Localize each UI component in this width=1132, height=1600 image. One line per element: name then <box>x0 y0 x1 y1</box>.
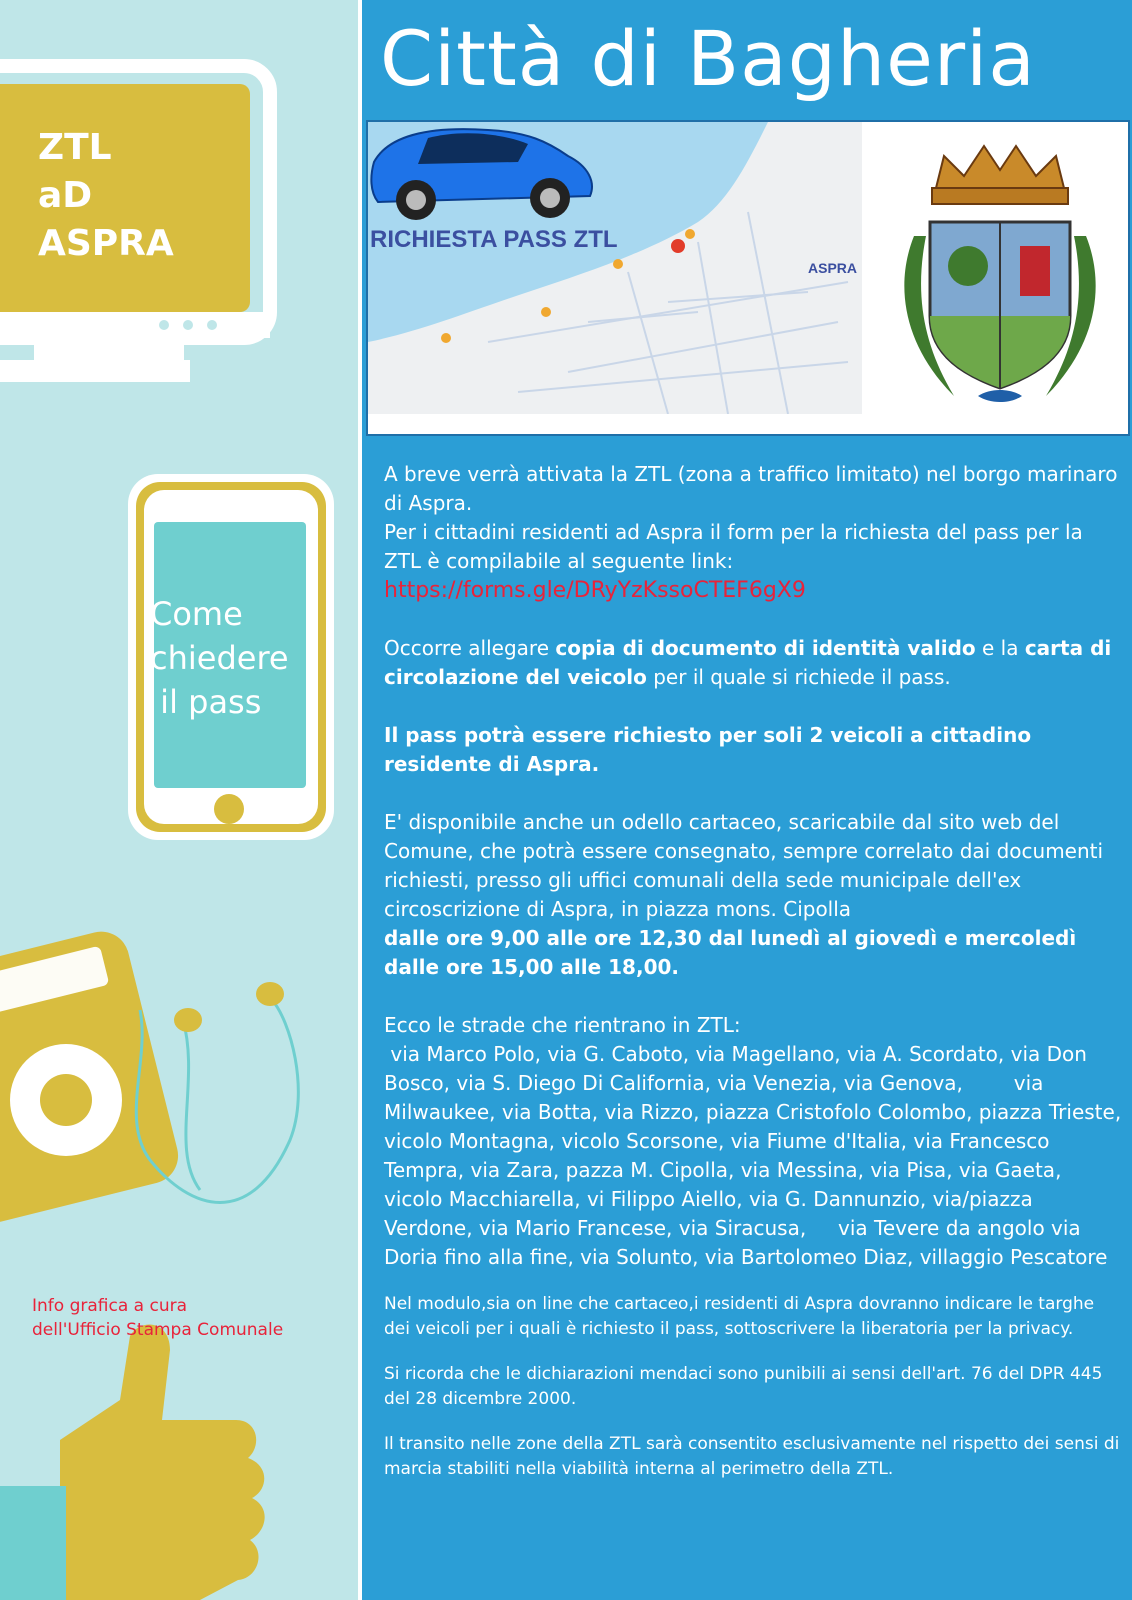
page-title: Città di Bagheria <box>380 14 1036 103</box>
documents-highlight: carta di circolazione del veicolo <box>384 636 1112 689</box>
thumbs-up-icon <box>0 1324 265 1600</box>
intro-text: A breve verrà attivata la ZTL (zona a traffico limitato) nel borgo marinaro di Aspra. <box>384 462 1118 515</box>
banner-heading: RICHIESTA PASS ZTL <box>370 226 618 253</box>
credit-line: dell'Ufficio Stampa Comunale <box>32 1320 284 1340</box>
paper-form-text: E' disponibile anche un odello cartaceo, scaricabile dal sito web del Comune, che potrà essere consegnato, sempre correlato dai documenti richiesti, presso gli uffici comunali della sede municipale dell'ex circoscrizione di Aspra, in piazza mons. Cipolla <box>384 810 1104 921</box>
monitor-title-line: aD <box>38 175 93 216</box>
credit-note <box>32 1294 283 1342</box>
form-link[interactable]: https://forms.gle/DRyYzKssoCTEF6gX9 <box>384 578 806 603</box>
streets-heading: Ecco le strade che rientrano in ZTL: <box>384 1013 741 1037</box>
music-player-icon <box>0 926 298 1229</box>
credit-line: Info grafica a cura <box>32 1296 188 1316</box>
monitor-title <box>38 124 174 268</box>
left-panel <box>0 0 360 1600</box>
legal-text: Si ricorda che le dichiarazioni mendaci sono punibili ai sensi dell'art. 76 del DPR 445 del 28 dicembre 2000. <box>384 1364 1103 1409</box>
banner <box>366 120 1130 436</box>
documents-text: per il quale si richiede il pass. <box>646 665 951 689</box>
monitor-title-line: ZTL <box>38 127 112 168</box>
documents-highlight: copia di documento di identità valido <box>555 636 976 660</box>
transit-text: Il transito nelle zone della ZTL sarà consentito esclusivamente nel rispetto dei sensi di marcia stabiliti nella viabilità interna al perimetro della ZTL. <box>384 1434 1120 1479</box>
map-label: ASPRA <box>808 260 858 276</box>
module-text: Nel modulo,sia on line che cartaceo,i residenti di Aspra dovranno indicare le targhe dei veicoli per i quali è richiesto il pass, sottoscrivere la liberatoria per la privacy. <box>384 1294 1095 1339</box>
office-hours: dalle ore 9,00 alle ore 12,30 dal lunedì al giovedì e mercoledì dalle ore 15,00 alle 18,00. <box>384 926 1077 979</box>
crown-icon <box>932 146 1068 204</box>
content-body <box>384 460 1128 1482</box>
documents-text: Occorre allegare <box>384 636 556 660</box>
documents-text: e la <box>975 636 1025 660</box>
monitor-title-line: ASPRA <box>38 223 174 264</box>
map-image <box>368 122 862 414</box>
phone-title: Come chiedere il pass <box>150 595 289 721</box>
intro-text: Per i cittadini residenti ad Aspra il form per la richiesta del pass per la ZTL è compilabile al seguente link: <box>384 520 1083 573</box>
vehicle-limit: Il pass potrà essere richiesto per soli 2 veicoli a cittadino residente di Aspra. <box>384 723 1032 776</box>
streets-list: via Marco Polo, via G. Caboto, via Magellano, via A. Scordato, via Don Bosco, via S. Diego Di California, via Venezia, via Genova, via Milwaukee, via Botta, via Rizzo, piazza Cristofolo Colombo, piazza Trieste, vicolo Montagna, vicolo Scorsone, via Fiume d'Italia, via Francesco Tempra, via Zara, pazza M. Cipolla, via Messina, via Pisa, via Gaeta, vicolo Macchiarella, vi Filippo Aiello, via G. Dannunzio, via/piazza Verdone, via Mario Francese, via Siracusa, via Tevere da angolo via Doria fino alla fine, via Solunto, via Bartolomeo Diaz, villaggio Pescatore <box>384 1042 1128 1269</box>
main-panel <box>362 0 1132 1600</box>
documents-paragraph <box>384 634 1124 692</box>
coat-of-arms-image <box>874 126 1126 426</box>
